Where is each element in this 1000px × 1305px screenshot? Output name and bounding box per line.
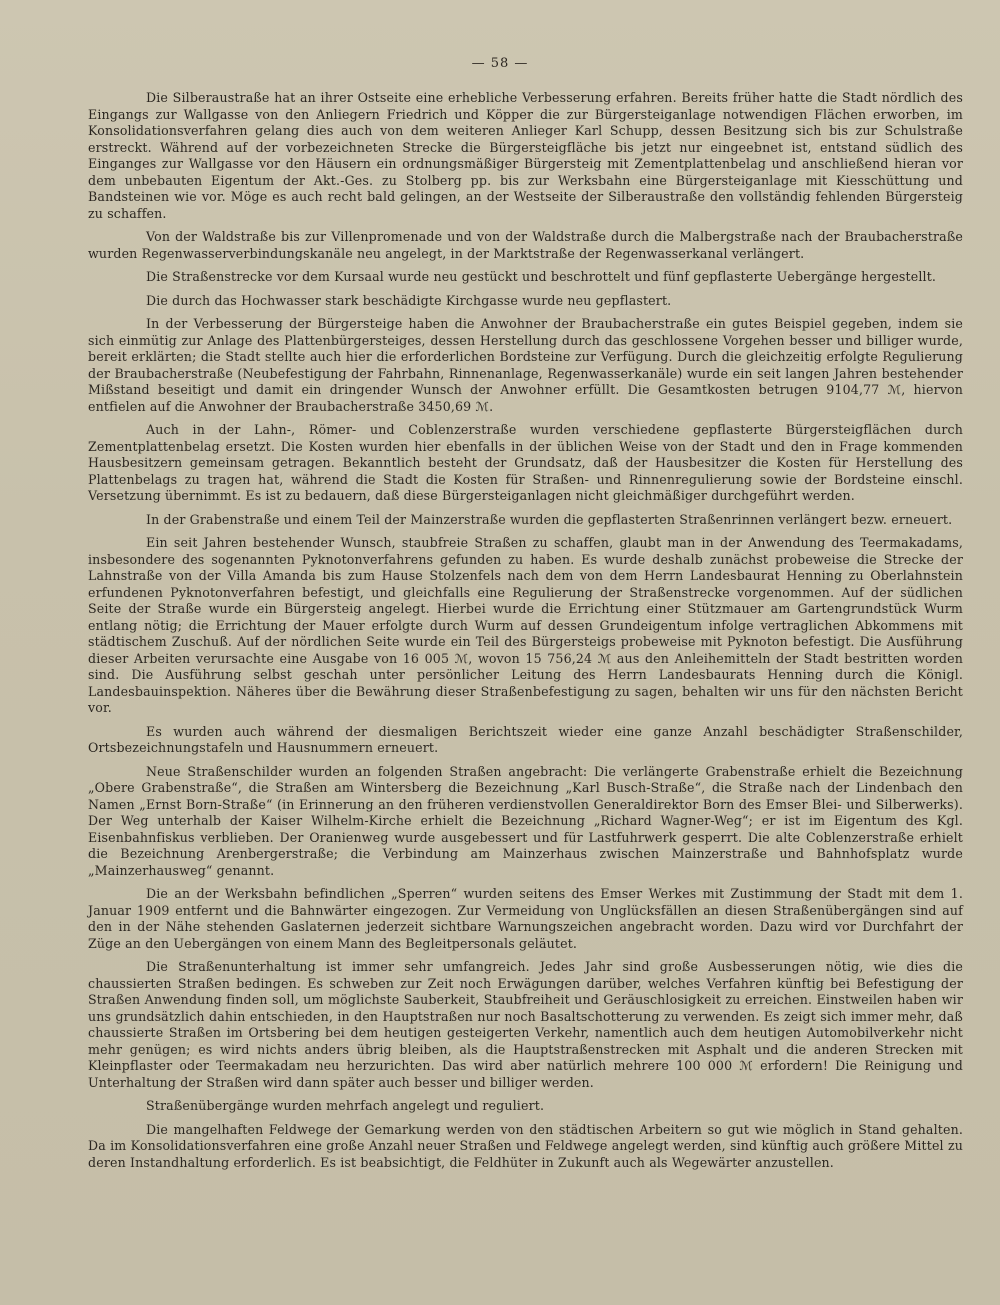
paragraph: Die an der Werksbahn befindlichen „Sperren“ wurden seitens des Emser Werkes mit Zustimmung der Stadt mit dem 1. Januar 1909 entfernt und die Bahnwärter eingezogen. Zur Vermeidung von Unglücksfällen an diesen Straßenübergängen sind auf den in der Nähe stehenden Gaslaternen jederzeit sichtbare Warnungszeichen angebracht worden. Dazu wird vor Durchfahrt der Züge an den Uebergängen von einem Mann des Begleitpersonals geläutet.: [88, 886, 963, 951]
paragraph: Die mangelhaften Feldwege der Gemarkung werden von den städtischen Arbeitern so gut wie möglich in Stand gehalten. Da im Konsolidationsverfahren eine große Anzahl neuer Straßen und Feldwege angelegt werden, sind künftig auch größere Mittel zu deren Instandhaltung erforderlich. Es ist beabsichtigt, die Feldhüter in Zukunft auch als Wegewärter anzustellen.: [88, 1121, 963, 1170]
paragraph: Neue Straßenschilder wurden an folgenden Straßen angebracht: Die verlängerte Grabenstraße erhielt die Bezeichnung „Obere Grabenstraße“, die Straßen am Wintersberg die Bezeichnung „Karl Busch-Straße“, die Straße nach der Lindenbach den Namen „Ernst Born-Straße“ (in Erinnerung an den früheren verdienstvollen Generaldirektor Born des Emser Blei- und Silberwerks). Der Weg unterhalb der Kaiser Wilhelm-Kirche erhielt die Bezeichnung „Richard Wagner-Weg“; er ist im Eigentum des Kgl. Eisenbahnfiskus verblieben. Der Oranienweg wurde ausgebessert und für Lastfuhrwerk gesperrt. Die alte Coblenzerstraße erhielt die Bezeichnung Arenbergerstraße; die Verbindung am Mainzerhaus zwischen Mainzerstraße und Bahnhofsplatz wurde „Mainzerhausweg“ genannt.: [88, 763, 963, 878]
paragraph: Die Straßenunterhaltung ist immer sehr umfangreich. Jedes Jahr sind große Ausbesserungen nötig, wie dies die chaussierten Straßen bedingen. Es schweben zur Zeit noch Erwägungen darüber, welches Verfahren künftig bei Befestigung der Straßen Anwendung finden soll, um möglichste Sauberkeit, Staubfreiheit und Geräuschlosigkeit zu erreichen. Einstweilen haben wir uns grundsätzlich dahin entschieden, in den Hauptstraßen nur noch Basaltschotterung zu verwenden. Es zeigt sich immer mehr, daß chaussierte Straßen im Ortsbering bei dem heutigen gesteigerten Verkehr, namentlich auch dem heutigen Automobilverkehr nicht mehr genügen; es wird nichts anders übrig bleiben, als die Hauptstraßenstrecken mit Asphalt und die anderen Strecken mit Kleinpflaster oder Teermakadam neu herzurichten. Das wird aber natürlich mehrere 100 000 ℳ erfordern! Die Reinigung und Unterhaltung der Straßen wird dann später auch besser und billiger werden.: [88, 959, 963, 1090]
paragraph: In der Verbesserung der Bürgersteige haben die Anwohner der Braubacherstraße ein gutes Beispiel gegeben, indem sie sich einmütig zur Anlage des Plattenbürgersteiges, dessen Herstellung durch das geschlossene Vorgehen besser und billiger wurde, bereit erklärten; die Stadt stellte auch hier die erforderlichen Bordsteine zur Verfügung. Durch die gleichzeitig erfolgte Regulierung der Braubacherstraße (Neubefestigung der Fahrbahn, Rinnenanlage, Regenwasserkanäle) wurde ein seit langen Jahren bestehender Mißstand beseitigt und damit ein dringender Wunsch der Anwohner erfüllt. Die Gesamtkosten betrugen 9104,77 ℳ, hiervon entfielen auf die Anwohner der Braubacherstraße 3450,69 ℳ.: [88, 316, 963, 414]
paragraph: Straßenübergänge wurden mehrfach angelegt und reguliert.: [146, 1098, 545, 1113]
paragraph: Die Silberaustraße hat an ihrer Ostseite eine erhebliche Verbesserung erfahren. Bereits früher hatte die Stadt nördlich des Eingangs zur Wallgasse von den Anliegern Friedrich und Köpper die zur Bürgersteiganlage notwendigen Flächen erworben, im Konsolidationsverfahren gelang dies auch von dem weiteren Anlieger Karl Schupp, dessen Besitzung sich bis zur Schulstraße erstreckt. Während auf der vorbezeichneten Strecke die Bürgersteigfläche bis jetzt nur eingeebnet ist, entstand südlich des Einganges zur Wallgasse vor den Häusern ein ordnungsmäßiger Bürgersteig mit Zementplattenbelag und anschließend hieran vor dem unbebauten Eigentum der Akt.-Ges. zu Stolberg pp. bis zur Werksbahn eine Bürgersteiganlage mit Kiesschüttung und Bandsteinen wie vor. Möge es auch recht bald gelingen, an der Westseite der Silberaustraße den vollständig fehlenden Bürgersteig zu schaffen.: [88, 90, 963, 221]
paragraph: Auch in der Lahn-, Römer- und Coblenzerstraße wurden verschiedene gepflasterte Bürgersteigflächen durch Zementplattenbelag ersetzt. Die Kosten wurden hier ebenfalls in der üblichen Weise von der Stadt und den in Frage kommenden Hausbesitzern gemeinsam getragen. Bekanntlich besteht der Grundsatz, daß der Hausbesitzer die Kosten für Herstellung des Plattenbelags zu tragen hat, während die Stadt die Kosten für Straßen- und Rinnenregulierung sowie der Bordsteine einschl. Versetzung übernimmt. Es ist zu bedauern, daß diese Bürgersteiganlagen nicht gleichmäßiger durchgeführt werden.: [88, 422, 963, 503]
paragraph: Von der Waldstraße bis zur Villenpromenade und von der Waldstraße durch die Malbergstraße nach der Braubacherstraße wurden Regenwasserverbindungskanäle neu angelegt, in der Marktstraße der Regenwasserkanal verlängert.: [88, 229, 963, 261]
paragraph: Die durch das Hochwasser stark beschädigte Kirchgasse wurde neu gepflastert.: [146, 292, 672, 308]
paragraph: Es wurden auch während der diesmaligen Berichtszeit wieder eine ganze Anzahl beschädigter Straßenschilder, Ortsbezeichnungstafeln und Hausnummern erneuert.: [88, 723, 963, 755]
paragraph: Ein seit Jahren bestehender Wunsch, staubfreie Straßen zu schaffen, glaubt man in der Anwendung des Teermakadams, insbesondere des sogenannten Pyknotonverfahrens gefunden zu haben. Es wurde deshalb zunächst probeweise die Strecke der Lahnstraße von der Villa Amanda bis zum Hause Stolzenfels nach dem von dem Herrn Landesbaurat Henning zu Oberlahnstein erfundenen Pyknotonverfahren befestigt, und gleichfalls eine Regulierung der Straßenstrecke vorgenommen. Auf der südlichen Seite der Straße wurde ein Bürgersteig angelegt. Hierbei wurde die Errichtung einer Stützmauer am Gartengrundstück Wurm entlang nötig; die Errichtung der Mauer erfolgte durch Wurm auf dessen Grundeigentum infolge vertraglichen Abkommens mit städtischem Zuschuß. Auf der nördlichen Seite wurde ein Teil des Bürgersteigs probeweise mit Pyknoton befestigt. Die Ausführung dieser Arbeiten verursachte eine Ausgabe von 16 005 ℳ, wovon 15 756,24 ℳ aus den Anleihemitteln der Stadt bestritten worden sind. Die Ausführung selbst geschah unter persönlicher Leitung des Herrn Landesbaurats Henning durch die Königl. Landesbauinspektion. Näheres über die Bewährung dieser Straßenbefestigung zu sagen, behalten wir uns für den nächsten Bericht vor.: [88, 535, 963, 715]
paragraph: In der Grabenstraße und einem Teil der Mainzerstraße wurden die gepflasterten Straßenrinnen verlängert bezw. erneuert.: [146, 511, 953, 527]
body-text: [88, 90, 963, 1178]
paragraph: Die Straßenstrecke vor dem Kursaal wurde neu gestückt und beschrottelt und fünf gepflasterte Uebergänge hergestellt.: [146, 269, 937, 284]
page-number: — 58 —: [471, 56, 529, 71]
